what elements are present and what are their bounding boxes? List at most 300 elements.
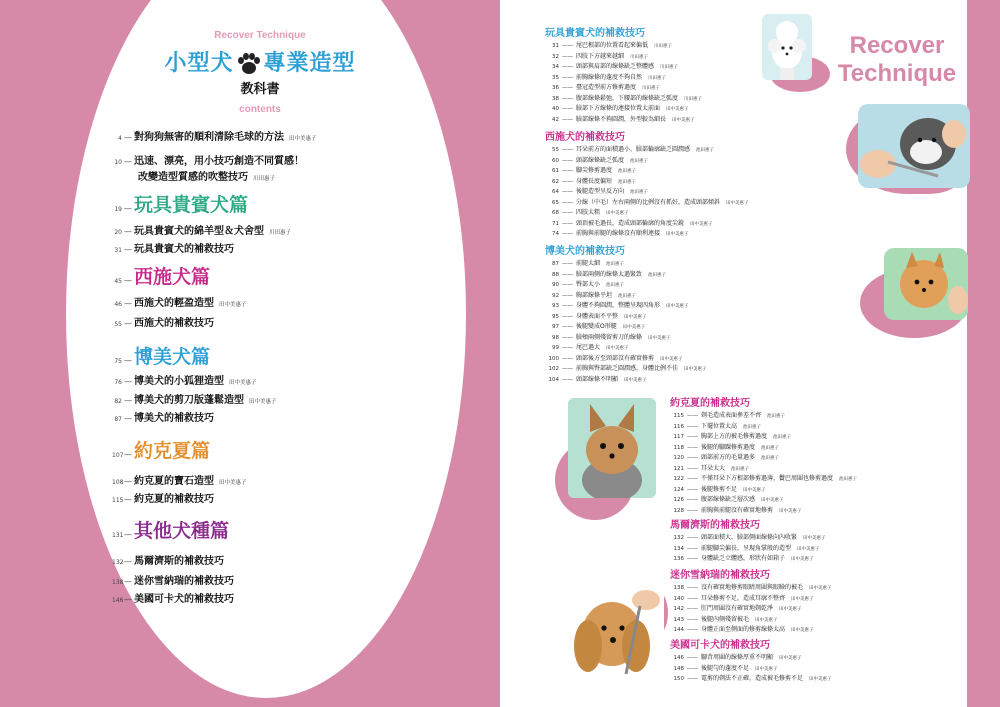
brand-line-1: Recover (849, 32, 945, 59)
remedy-entry (545, 363, 707, 374)
remedy-page-number: 142 (673, 606, 684, 612)
remedy-entry (670, 421, 857, 432)
remedy-leader: —— (687, 486, 698, 493)
toc-leader: — (124, 245, 132, 254)
remedy-entry-title: 耳朵太大 (701, 464, 726, 472)
remedy-entry (545, 353, 707, 364)
remedy-page-number: 42 (552, 116, 559, 123)
remedy-leader: —— (687, 476, 698, 482)
remedy-page-number: 40 (552, 106, 559, 112)
remedy-section (545, 128, 749, 239)
remedy-leader: —— (687, 676, 698, 682)
toc-page-number: 10 (114, 159, 122, 166)
remedy-leader: —— (562, 210, 573, 216)
remedy-page-number: 120 (673, 455, 684, 461)
remedy-author: 田中美惠子 (755, 666, 778, 672)
toc-entry-title: 改變造型質感的吹整技巧 (138, 172, 248, 183)
toc-section-title: 其他犬種篇 (134, 520, 230, 542)
remedy-entry-title: 臉頰兩側殘留剪刀的線條 (576, 333, 643, 341)
remedy-leader: —— (562, 220, 573, 227)
toc-entry (112, 294, 247, 309)
remedy-entry-title: 身體不夠圓潤，整體呈現四角形 (576, 302, 661, 309)
remedy-author: 田中美惠子 (809, 677, 832, 682)
remedy-leader: —— (562, 282, 573, 288)
toc-section-title: 西施犬篇 (134, 266, 211, 288)
remedy-page-number: 136 (673, 556, 684, 562)
remedy-entry-title: 腹部線條缺乏層次感 (701, 496, 756, 503)
remedy-author: 田中美惠子 (624, 377, 647, 383)
remedy-author: 田中美惠子 (791, 596, 814, 602)
toc-leader: — (124, 414, 132, 423)
remedy-leader: —— (687, 413, 698, 419)
remedy-author: 池田惠子 (630, 158, 649, 164)
remedy-page-number: 95 (552, 313, 559, 320)
remedy-page-number: 65 (552, 199, 559, 206)
toc-page-number: 107 (112, 452, 124, 459)
remedy-entry-title: 沒有確實地修剪眼睛周圍與眼瞼的被毛 (701, 584, 804, 591)
remedy-entry (670, 663, 832, 674)
remedy-page-number: 68 (552, 210, 559, 216)
remedy-page-number: 144 (673, 627, 684, 633)
remedy-author: 田中美惠子 (809, 586, 832, 591)
toc-leader: — (124, 204, 132, 213)
remedy-page-number: 99 (552, 345, 559, 351)
remedy-entry-title: 身體缺乏立體感，形狀有如箱子 (701, 555, 786, 562)
cocker-spaniel-photo (566, 578, 664, 678)
remedy-entry (545, 342, 707, 353)
remedy-entry-title: 尾巴根部的位置看起來偏低 (576, 42, 649, 49)
toc-entry (112, 128, 317, 143)
remedy-page-number: 90 (552, 282, 559, 288)
remedy-leader: —— (562, 106, 573, 112)
remedy-leader: —— (562, 334, 573, 341)
remedy-entry-title: 後腿修剪不足 (701, 485, 738, 493)
toc-author: 田中美惠子 (289, 136, 317, 142)
remedy-entry (545, 51, 702, 62)
toc-page-number: 131 (112, 532, 124, 539)
remedy-section (545, 24, 702, 124)
remedy-page-number: 55 (552, 147, 559, 153)
remedy-page-number: 150 (673, 676, 684, 682)
remedy-entry-title: 後腿勻的蓬度不足 (701, 664, 750, 672)
toc-leader: — (124, 530, 132, 539)
remedy-page-number: 74 (552, 231, 559, 237)
toc-author: 川田惠子 (269, 230, 292, 236)
remedy-entry (545, 374, 707, 385)
toc-entry-title: 對狗狗無害的順利清除毛球的方法 (134, 132, 284, 143)
remedy-entry (670, 410, 857, 421)
remedy-entry-title: 頭部後方至頸部沒有確實修剪 (576, 354, 655, 362)
remedy-entry (545, 144, 749, 155)
brand-line-2: Technique (837, 60, 957, 87)
remedy-entry (545, 332, 707, 343)
remedy-leader: —— (687, 434, 698, 440)
paw-icon (237, 53, 261, 75)
toc-leader: — (124, 276, 132, 285)
remedy-leader: —— (562, 324, 573, 330)
remedy-leader: —— (562, 292, 573, 299)
remedy-page-number: 100 (548, 355, 559, 362)
remedy-page-number: 124 (673, 486, 684, 493)
remedy-entry (545, 311, 707, 322)
remedy-author: 田中美惠子 (660, 356, 683, 362)
remedy-entry (545, 218, 749, 229)
remedy-leader: —— (687, 535, 698, 541)
toc-entry (112, 391, 277, 406)
remedy-author: 田中美惠子 (672, 117, 695, 123)
remedy-page-number: 143 (673, 616, 684, 623)
toc-leader: — (124, 577, 132, 586)
remedy-leader: —— (687, 497, 698, 503)
remedy-page-number: 62 (552, 178, 559, 185)
toc-leader: — (124, 227, 132, 236)
remedy-entry (670, 532, 826, 543)
remedy-entry (545, 300, 707, 311)
remedy-entry-title: 前胸與臀部缺乏圓潤感，身體比例不佳 (576, 365, 679, 372)
remedy-page-number: 64 (552, 189, 559, 195)
remedy-page-number: 71 (552, 220, 559, 227)
remedy-entry (670, 442, 857, 453)
remedy-entry-title: 前胸與前腿沒有確實地修剪 (701, 506, 774, 514)
remedy-entry (545, 103, 702, 114)
remedy-entry (545, 228, 749, 239)
toc-section-title: 約克夏篇 (134, 440, 211, 462)
toc-author: 田中美惠子 (219, 302, 247, 308)
remedy-entry (545, 269, 707, 280)
remedy-author: 池田惠子 (648, 272, 667, 278)
remedy-author: 池田惠子 (839, 477, 858, 482)
remedy-leader: —— (562, 313, 573, 320)
remedy-page-number: 88 (552, 271, 559, 278)
toc-entry-title: 西施犬的補救技巧 (134, 318, 214, 329)
toc-entry-title: 美國可卡犬的補救技巧 (134, 594, 234, 605)
toc-entry (112, 240, 234, 255)
remedy-leader: —— (687, 465, 698, 472)
remedy-entry (670, 463, 857, 474)
brand-label: Recover Technique (214, 30, 306, 41)
remedy-entry-title: 剃毛造成表面參差不齊 (701, 412, 762, 419)
remedy-entry-title: 身體長度偏短 (576, 177, 613, 185)
toc-page-number: 75 (114, 358, 122, 365)
remedy-entry (545, 321, 707, 332)
remedy-author: 田中美惠子 (624, 314, 647, 320)
toc-entry (112, 152, 304, 167)
remedy-entry-title: 腳背周圍的線條厚重不明顯 (701, 654, 774, 661)
toc-page-number: 132 (112, 559, 124, 566)
remedy-leader: —— (562, 345, 573, 351)
remedy-entry-title: 不僅耳朵下方根部修剪過薄，鬢巴周圍也修剪過度 (701, 475, 834, 482)
remedy-leader: —— (687, 455, 698, 461)
remedy-entry (545, 290, 707, 301)
remedy-entry-title: 身體正面至側面的修剪線條太高 (701, 626, 786, 633)
toc-entry (112, 572, 234, 587)
remedy-entry-title: 前胸線條的蓬度不夠自然 (576, 73, 643, 81)
toc-section-heading (112, 436, 210, 463)
remedy-leader: —— (562, 261, 573, 267)
book-subtitle: 教科書 (240, 82, 280, 97)
remedy-entry-title: 腳尖修剪過度 (576, 167, 613, 174)
remedy-page-number: 87 (552, 261, 559, 267)
remedy-entry-title: 頭部線條缺乏弧度 (576, 156, 625, 164)
remedy-author: 田中美惠子 (666, 107, 689, 112)
remedy-section (670, 566, 832, 635)
remedy-entry-title: 臉部下方線條的連接位置太前面 (576, 105, 661, 112)
remedy-page-number: 34 (552, 64, 559, 70)
remedy-entry-title: 臉部線條不夠圓潤，外型較為細長 (576, 115, 667, 123)
remedy-entry-title: 後腿變成O形腿 (576, 323, 617, 330)
remedy-author: 池田惠子 (743, 424, 762, 430)
yorkshire-photo (568, 398, 656, 498)
toc-page-number: 146 (112, 597, 124, 604)
remedy-author: 田中美惠子 (803, 536, 826, 541)
remedy-leader: —— (687, 655, 698, 661)
remedy-author: 田中美惠子 (606, 211, 629, 216)
remedy-leader: —— (562, 231, 573, 237)
remedy-entry-title: 肛門周圍沒有確實地剃乾淨 (701, 605, 774, 612)
remedy-entry (670, 494, 857, 505)
remedy-section-title: 迷你雪納瑞的補救技巧 (670, 570, 770, 581)
remedy-section-title: 玩具貴賓犬的補救技巧 (545, 28, 645, 39)
remedy-author: 田中美惠子 (779, 656, 802, 661)
remedy-leader: —— (562, 199, 573, 206)
remedy-leader: —— (687, 444, 698, 451)
remedy-entry-title: 後腿造型呈反方向 (576, 188, 625, 195)
remedy-entry-title: 頭頂被毛過長，造成頭部輪廓的角度尖銳 (576, 219, 685, 227)
remedy-entry (670, 652, 832, 663)
remedy-author: 田中美惠子 (761, 498, 784, 503)
remedy-author: 田中美惠子 (791, 557, 814, 562)
toc-leader: — (124, 319, 132, 328)
remedy-author: 田中美惠子 (791, 628, 814, 633)
remedy-page-number: 122 (673, 476, 684, 482)
remedy-page-number: 92 (552, 292, 559, 299)
remedy-leader: —— (562, 85, 573, 91)
remedy-entry (545, 258, 707, 269)
remedy-page-number: 121 (673, 465, 684, 472)
remedy-page-number: 93 (552, 303, 559, 309)
toc-page-number: 20 (114, 229, 122, 236)
toc-entry (112, 552, 224, 567)
remedy-author: 田中美惠子 (606, 346, 629, 351)
remedy-leader: —— (562, 147, 573, 153)
remedy-entry (670, 452, 857, 463)
remedy-leader: —— (562, 53, 573, 60)
toc-entry (112, 590, 234, 605)
remedy-page-number: 146 (673, 655, 684, 661)
remedy-entry (670, 484, 857, 495)
remedy-section (670, 636, 832, 684)
remedy-entry-title: 分線（中毛）左右兩側的比例沒有抓好，造成頭部傾斜 (576, 198, 721, 206)
remedy-entry-title: 腹部線條鬆弛，下腰部的線條缺乏弧度 (576, 94, 679, 102)
remedy-leader: —— (562, 43, 573, 49)
remedy-author: 池田惠子 (696, 148, 715, 153)
remedy-entry (545, 176, 749, 187)
remedy-entry (545, 186, 749, 197)
toc-entry (112, 222, 291, 237)
remedy-author: 池田惠子 (630, 190, 649, 195)
remedy-author: 田中美惠子 (684, 367, 707, 372)
remedy-leader: —— (562, 178, 573, 185)
remedy-entry-title: 前腿腳尖偏長，呈現角掌般的造型 (701, 544, 792, 552)
remedy-section-title: 美國可卡犬的補救技巧 (670, 640, 770, 651)
remedy-leader: —— (687, 616, 698, 623)
toc-author: 田中美惠子 (249, 399, 277, 405)
remedy-page-number: 140 (673, 595, 684, 602)
toc-leader: — (124, 450, 132, 459)
toc-entry (138, 168, 275, 183)
remedy-leader: —— (562, 376, 573, 383)
remedy-entry-title: 胸部上方的被毛修剪過度 (701, 433, 768, 440)
remedy-entry (670, 431, 857, 442)
remedy-leader: —— (562, 116, 573, 123)
remedy-author: 川田惠子 (630, 54, 649, 60)
remedy-page-number: 38 (552, 95, 559, 102)
remedy-page-number: 61 (552, 168, 559, 174)
remedy-author: 池田惠子 (773, 435, 792, 440)
remedy-entry-title: 頭部面積大，臉部側面線條向內收緊 (701, 534, 798, 541)
remedy-leader: —— (562, 189, 573, 195)
remedy-section-title: 西施犬的補救技巧 (545, 132, 625, 143)
toc-section-heading (112, 262, 210, 289)
remedy-author: 池田惠子 (761, 445, 780, 451)
toc-page-number: 4 (118, 135, 122, 142)
remedy-leader: —— (562, 366, 573, 372)
remedy-author: 池田惠子 (618, 179, 637, 185)
remedy-leader: —— (687, 595, 698, 602)
remedy-entry (545, 93, 702, 104)
remedy-entry (670, 473, 857, 484)
toc-author: 川田惠子 (253, 176, 276, 182)
remedy-entry (545, 197, 749, 208)
remedy-entry-title: 胸部線條平坦 (576, 291, 613, 299)
toc-page-number: 76 (114, 379, 122, 386)
remedy-author: 田中美惠子 (779, 607, 802, 612)
remedy-author: 田中美惠子 (648, 335, 671, 341)
toc-leader: — (124, 157, 132, 166)
toc-entry-title: 迷你雪納瑞的補救技巧 (134, 576, 234, 587)
remedy-entry-title: 頭部線條不明顯 (576, 375, 619, 383)
remedy-page-number: 117 (673, 434, 684, 440)
remedy-entry-title: 下擺位置太高 (701, 422, 738, 430)
toc-page-number: 138 (112, 579, 124, 586)
remedy-page-number: 115 (673, 413, 684, 419)
remedy-entry (670, 543, 826, 554)
remedy-author: 田中美惠子 (690, 221, 713, 227)
toc-leader: — (124, 299, 132, 308)
remedy-page-number: 116 (673, 423, 684, 430)
brand-heading (812, 32, 982, 88)
remedy-entry-title: 前胸與前腿的線條沒有順利連接 (576, 230, 661, 237)
remedy-entry-title: 後腿內側殘留被毛 (701, 615, 750, 623)
remedy-author: 田中美惠子 (666, 232, 689, 237)
remedy-leader: —— (562, 271, 573, 278)
toc-entry-title: 迅速、漂亮，用小技巧創造不同質感！ (134, 156, 304, 167)
book-title (140, 46, 380, 77)
toc-leader: — (124, 595, 132, 604)
remedy-entry (545, 207, 749, 218)
toc-page-number: 82 (114, 398, 122, 405)
remedy-leader: —— (562, 95, 573, 102)
contents-label: contents (239, 104, 281, 115)
toc-page-number: 55 (114, 321, 122, 328)
toc-leader: — (124, 495, 132, 504)
remedy-author: 田中美惠子 (779, 508, 802, 514)
remedy-entry-title: 臺冠造型前方修剪過度 (576, 84, 637, 91)
remedy-entry-title: 頭部與肩部的線條缺乏整體感 (576, 63, 655, 70)
remedy-entry-title: 四肢下方越來越細 (576, 52, 625, 60)
remedy-author: 池田惠子 (761, 456, 780, 461)
remedy-entry-title: 四肢太粗 (576, 209, 601, 216)
remedy-leader: —— (687, 545, 698, 552)
remedy-page-number: 104 (548, 376, 559, 383)
remedy-entry (670, 614, 832, 625)
remedy-author: 田中美惠子 (726, 200, 749, 206)
remedy-leader: —— (687, 507, 698, 514)
remedy-author: 川田惠子 (654, 44, 673, 49)
toc-entry-title: 約克夏的補救技巧 (134, 494, 214, 505)
remedy-entry (545, 61, 702, 72)
remedy-entry (545, 114, 702, 125)
toc-entry-title: 博美犬的剪刀版蓬鬆造型 (134, 395, 244, 406)
toc-page-number: 45 (114, 278, 122, 285)
toc-page-number: 115 (112, 497, 124, 504)
remedy-author: 池田惠子 (606, 262, 625, 267)
remedy-page-number: 35 (552, 74, 559, 81)
remedy-entry-title: 臀部太小 (576, 281, 601, 288)
toc-leader: — (124, 477, 132, 486)
right-edge-band (967, 0, 1000, 707)
remedy-entry (670, 553, 826, 564)
remedy-leader: —— (687, 665, 698, 672)
remedy-author: 川田惠子 (642, 86, 661, 91)
toc-entry (112, 372, 257, 387)
remedy-leader: —— (687, 585, 698, 591)
toc-section-title: 玩具貴賓犬篇 (134, 194, 249, 216)
remedy-author: 池田惠子 (606, 283, 625, 288)
remedy-page-number: 132 (673, 535, 684, 541)
toc-page-number: 46 (114, 301, 122, 308)
toc-author: 田中美惠子 (219, 480, 247, 486)
remedy-entry (545, 165, 749, 176)
remedy-leader: —— (562, 64, 573, 70)
remedy-entry-title: 臉部兩側的線條太過緊致 (576, 270, 643, 278)
remedy-author: 池田惠子 (767, 414, 786, 419)
remedy-leader: —— (562, 168, 573, 174)
title-part-2: 專業造型 (263, 51, 356, 76)
remedy-entry (670, 593, 832, 604)
toc-leader: — (124, 557, 132, 566)
remedy-page-number: 36 (552, 85, 559, 91)
remedy-author: 田中美惠子 (622, 325, 646, 330)
remedy-entry (670, 582, 832, 593)
toc-page-number: 108 (112, 479, 124, 486)
remedy-author: 田中美惠子 (797, 546, 820, 552)
remedy-page-number: 126 (673, 497, 684, 503)
remedy-section (545, 242, 707, 384)
remedy-leader: —— (687, 606, 698, 612)
remedy-leader: —— (562, 157, 573, 164)
remedy-page-number: 134 (673, 545, 684, 552)
remedy-author: 田中美惠子 (743, 487, 766, 493)
remedy-entry (545, 40, 702, 51)
remedy-entry (670, 624, 832, 635)
remedy-entry-title: 身體表面不平整 (576, 312, 619, 320)
remedy-section (670, 516, 826, 564)
remedy-section (670, 394, 857, 515)
remedy-author: 川田惠子 (684, 96, 703, 102)
remedy-section-title: 馬爾濟斯的補救技巧 (670, 520, 760, 531)
remedy-entry (670, 505, 857, 516)
